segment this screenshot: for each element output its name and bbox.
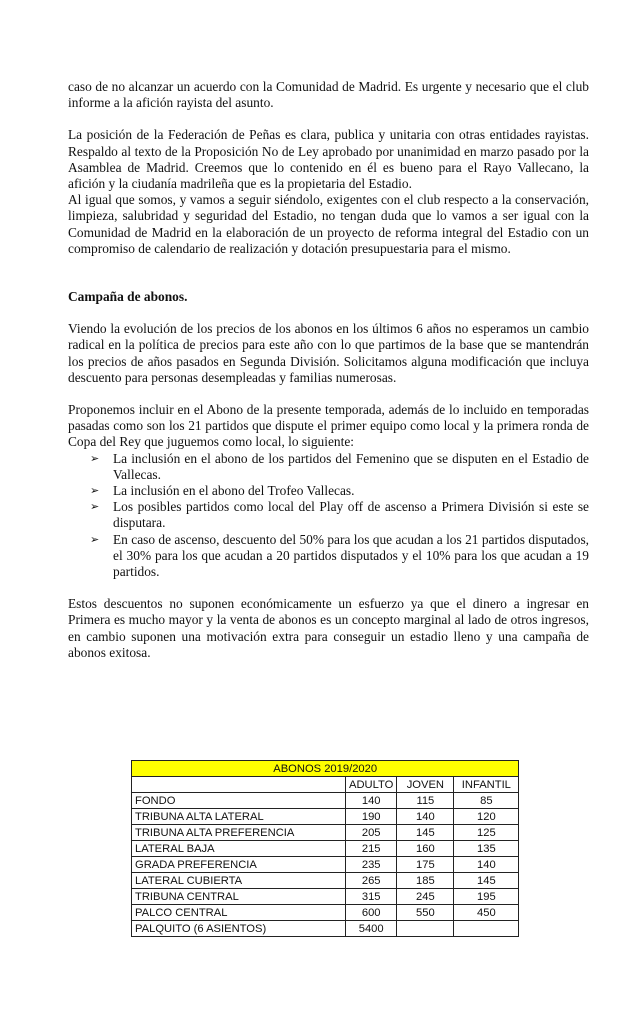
- abonos-table-wrap: [131, 760, 519, 937]
- cell-adulto: 140: [346, 793, 397, 809]
- arrow-bullet-icon: ➢: [90, 500, 100, 514]
- list-item: ➢ La inclusión en el abono del Trofeo Vallecas.: [90, 483, 355, 499]
- cell-infantil: 450: [454, 905, 519, 921]
- table-row: [132, 793, 519, 809]
- arrow-bullet-icon: ➢: [90, 484, 100, 498]
- table-title: ABONOS 2019/2020: [132, 761, 519, 777]
- cell-infantil: 135: [454, 841, 519, 857]
- cell-adulto: 205: [346, 825, 397, 841]
- paragraph-3: Al igual que somos, y vamos a seguir siéndolo, exigentes con el club respecto a la conservación, limpieza, salubridad y seguridad del Estadio, no tengan duda que lo vamos a ser igual con la Comunidad de Madrid en la elaboración de un proyecto de reforma integral del Estadio con un compromiso de calendario de realización y dotación presupuestaria para el mismo.: [68, 192, 589, 256]
- table-row: [132, 873, 519, 889]
- table-row: [132, 905, 519, 921]
- cell-infantil: 85: [454, 793, 519, 809]
- cell-joven: 550: [397, 905, 454, 921]
- row-name: TRIBUNA ALTA LATERAL: [132, 809, 346, 825]
- row-name: LATERAL CUBIERTA: [132, 873, 346, 889]
- cell-infantil: 140: [454, 857, 519, 873]
- cell-joven: 185: [397, 873, 454, 889]
- paragraph-4: Viendo la evolución de los precios de los abonos en los últimos 6 años no esperamos un cambio radical en la política de precios para este año con lo que partimos de la base que se mantendrán los precios de años pasados en Segunda División. Solicitamos alguna modificación que incluya descuento para personas desempleadas y familias numerosas.: [68, 321, 589, 385]
- cell-joven: 160: [397, 841, 454, 857]
- cell-joven: 245: [397, 889, 454, 905]
- header-empty-cell: [132, 777, 346, 793]
- arrow-bullet-icon: ➢: [90, 532, 100, 546]
- table-row: [132, 809, 519, 825]
- arrow-bullet-icon: ➢: [90, 451, 100, 465]
- paragraph-1: caso de no alcanzar un acuerdo con la Comunidad de Madrid. Es urgente y necesario que el club informe a la afición rayista del asunto.: [68, 79, 589, 111]
- cell-infantil: 125: [454, 825, 519, 841]
- table-title-row: [132, 761, 519, 777]
- row-name: TRIBUNA ALTA PREFERENCIA: [132, 825, 346, 841]
- paragraph-2: La posición de la Federación de Peñas es clara, publica y unitaria con otras entidades rayistas. Respaldo al texto de la Proposición No de Ley aprobado por unanimidad en marzo pasado por la Asamblea de Madrid. Creemos que lo contenido en él es bueno para el Rayo Vallecano, la afición y la ciudanía madrileña que es la propietaria del Estadio.: [68, 127, 589, 192]
- table-header-row: [132, 777, 519, 793]
- cell-adulto: 190: [346, 809, 397, 825]
- row-name: GRADA PREFERENCIA: [132, 857, 346, 873]
- row-name: FONDO: [132, 793, 346, 809]
- list-item: ➢ Los posibles partidos como local del Play off de ascenso a Primera División si este se disputara.: [90, 499, 589, 531]
- header-joven: JOVEN: [397, 777, 454, 793]
- cell-infantil: 145: [454, 873, 519, 889]
- table-row: [132, 857, 519, 873]
- table-row: [132, 889, 519, 905]
- cell-adulto: 265: [346, 873, 397, 889]
- header-infantil: INFANTIL: [454, 777, 519, 793]
- row-name: TRIBUNA CENTRAL: [132, 889, 346, 905]
- cell-adulto: 600: [346, 905, 397, 921]
- cell-joven: 115: [397, 793, 454, 809]
- proposal-list: [68, 451, 589, 581]
- table-row: [132, 841, 519, 857]
- cell-infantil: 195: [454, 889, 519, 905]
- cell-infantil: [454, 921, 519, 937]
- cell-infantil: 120: [454, 809, 519, 825]
- cell-adulto: 235: [346, 857, 397, 873]
- header-adulto: ADULTO: [346, 777, 397, 793]
- abonos-price-table: [131, 760, 519, 937]
- row-name: LATERAL BAJA: [132, 841, 346, 857]
- paragraph-6: Estos descuentos no suponen económicamente un esfuerzo ya que el dinero a ingresar en Primera es mucho mayor y la venta de abonos es un concepto marginal al lado de otros ingresos, en cambio suponen una motivación extra para conseguir un estadio lleno y una campaña de abonos exitosa.: [68, 596, 589, 660]
- cell-joven: 140: [397, 809, 454, 825]
- cell-adulto: 5400: [346, 921, 397, 937]
- list-item: ➢ En caso de ascenso, descuento del 50% para los que acudan a los 21 partidos disputados, el 30% para los que acudan a 20 partidos disputados y el 10% para los que acudan a 19 partidos.: [90, 531, 589, 580]
- table-row: [132, 921, 519, 937]
- table-row: [132, 825, 519, 841]
- cell-adulto: 215: [346, 841, 397, 857]
- cell-adulto: 315: [346, 889, 397, 905]
- section-heading: Campaña de abonos.: [68, 289, 188, 305]
- row-name: PALQUITO (6 ASIENTOS): [132, 921, 346, 937]
- cell-joven: 175: [397, 857, 454, 873]
- row-name: PALCO CENTRAL: [132, 905, 346, 921]
- list-item: ➢ La inclusión en el abono de los partidos del Femenino que se disputen en el Estadio de Vallecas.: [90, 450, 589, 482]
- cell-joven: [397, 921, 454, 937]
- cell-joven: 145: [397, 825, 454, 841]
- document-body: [68, 79, 589, 661]
- paragraph-5: Proponemos incluir en el Abono de la presente temporada, además de lo incluido en temporadas pasadas como son los 21 partidos que dispute el primer equipo como local y la primera ronda de Copa del Rey que juguemos como local, lo siguiente:: [68, 402, 589, 450]
